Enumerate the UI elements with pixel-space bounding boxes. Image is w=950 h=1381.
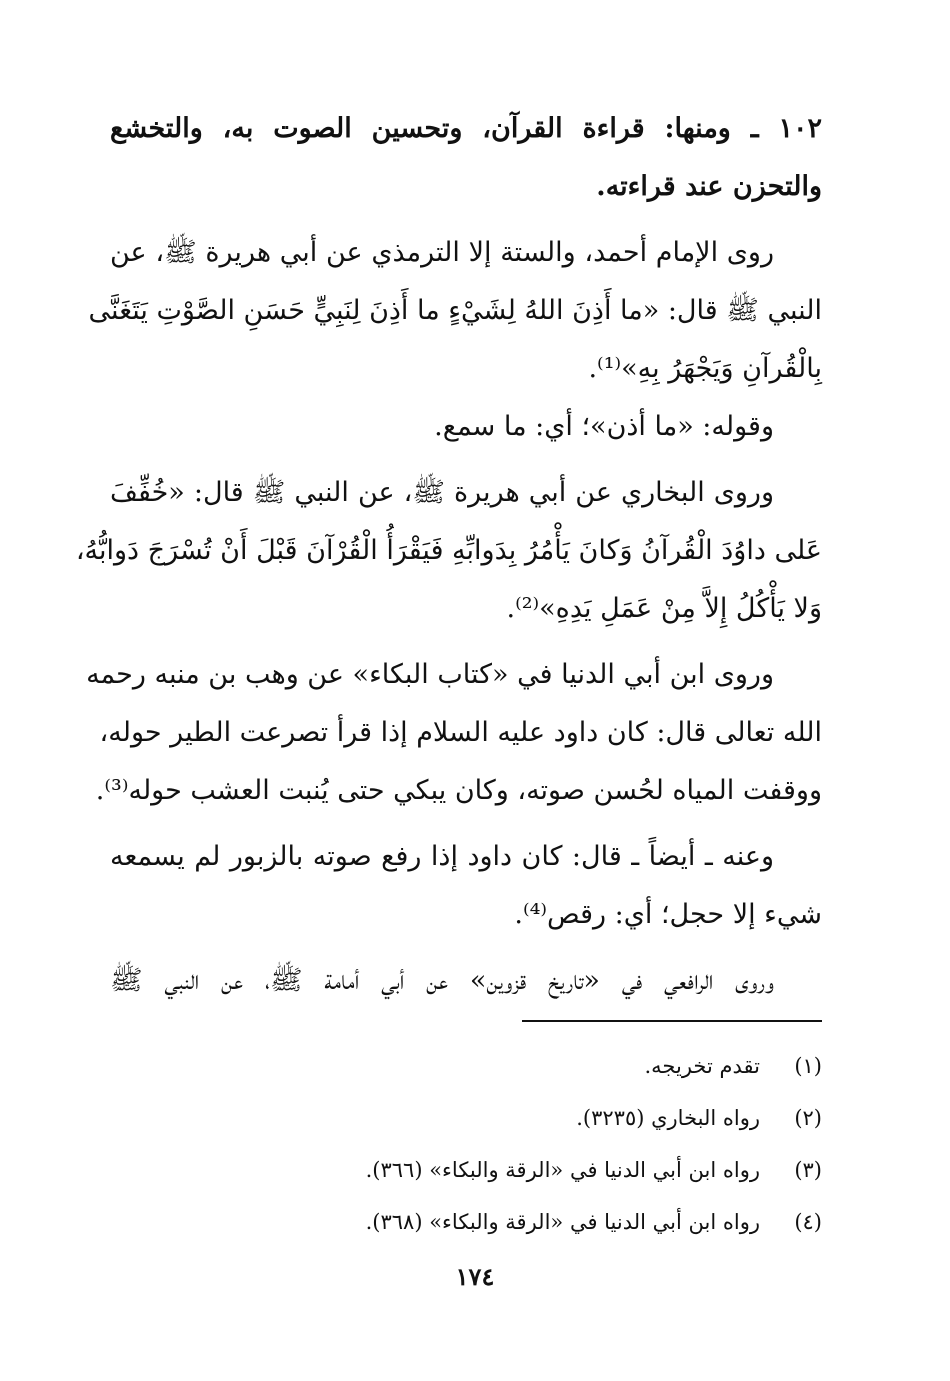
page-number: ١٧٤ — [455, 1262, 495, 1291]
footnote-item — [110, 1144, 822, 1196]
paragraph-line: بِالْقُرآنِ وَيَجْهَرُ بِهِ»⁽¹⁾. — [588, 353, 822, 384]
paragraph-hadith-bukhari — [75, 464, 822, 638]
paragraph-line: وروى الرافعي في «تاريخ قزوين» عن أبي أمامة ﷺ، عن النبي ﷺ — [110, 965, 774, 996]
paragraph-ibn-abi-dunya — [86, 646, 822, 820]
section-heading — [110, 100, 822, 216]
paragraph-line: شيء إلا حجل؛ أي: رقص⁽⁴⁾. — [514, 899, 822, 930]
paragraph-line: وقوله: «ما أذن»؛ أي: ما سمع. — [434, 411, 774, 442]
footnote-number: (٢) — [794, 1106, 822, 1130]
footnote-text: رواه ابن أبي الدنيا في «الرقة والبكاء» (٣٦٨). — [365, 1210, 760, 1234]
paragraph-line: وروى البخاري عن أبي هريرة ﷺ، عن النبي ﷺ قال: «خُفِّفَ — [110, 477, 774, 508]
footnote-item — [110, 1040, 822, 1092]
paragraph-line: روى الإمام أحمد، والستة إلا الترمذي عن أبي هريرة ﷺ، عن — [110, 237, 774, 268]
footnote-divider — [522, 1020, 822, 1022]
paragraph-hadith-ahmad — [88, 224, 822, 398]
paragraph-explanation — [110, 398, 822, 456]
page-body — [75, 100, 822, 1010]
paragraph-line: الله تعالى قال: كان داود عليه السلام إذا قرأ تصرعت الطير حوله، — [99, 717, 822, 748]
paragraph-rafii — [110, 952, 822, 1010]
paragraph-line: وعنه ـ أيضاً ـ قال: كان داود إذا رفع صوته بالزبور لم يسمعه — [110, 841, 774, 872]
footnotes — [110, 1020, 822, 1248]
paragraph-line: عَلى داوُدَ الْقُرآنُ وَكانَ يَأْمُرُ بِدَوابِّهِ فَيَقْرَأُ الْقُرْآنَ قَبْلَ أَنْ تُسْرَجَ دَوابُّهُ، — [75, 535, 822, 566]
paragraph-dawud-zabur — [110, 828, 822, 944]
paragraph-line: ووقفت المياه لحُسن صوته، وكان يبكي حتى يُنبت العشب حوله⁽³⁾. — [95, 775, 822, 806]
footnote-list — [110, 1040, 822, 1248]
paragraph-line: النبي ﷺ قال: «ما أَذِنَ اللهُ لِشَيْءٍ ما أَذِنَ لِنَبِيٍّ حَسَنِ الصَّوْتِ يَتَغَنَّى — [88, 295, 822, 326]
footnote-number: (١) — [794, 1054, 822, 1078]
footnote-text: تقدم تخريجه. — [644, 1054, 760, 1078]
footnote-text: رواه البخاري (٣٢٣٥). — [576, 1106, 760, 1130]
footnote-number: (٣) — [794, 1158, 822, 1182]
heading-line: ١٠٢ ـ ومنها: قراءة القرآن، وتحسين الصوت به، والتخشع — [110, 113, 822, 144]
heading-line: والتحزن عند قراءته. — [596, 171, 822, 202]
footnote-item — [110, 1196, 822, 1248]
footnote-item — [110, 1092, 822, 1144]
paragraph-line: وَلا يَأْكُلُ إِلاَّ مِنْ عَمَلِ يَدِهِ»⁽²⁾. — [506, 593, 822, 624]
footnote-number: (٤) — [794, 1210, 822, 1234]
footnote-text: رواه ابن أبي الدنيا في «الرقة والبكاء» (٣٦٦). — [365, 1158, 760, 1182]
paragraph-line: وروى ابن أبي الدنيا في «كتاب البكاء» عن وهب بن منبه رحمه — [86, 659, 774, 690]
